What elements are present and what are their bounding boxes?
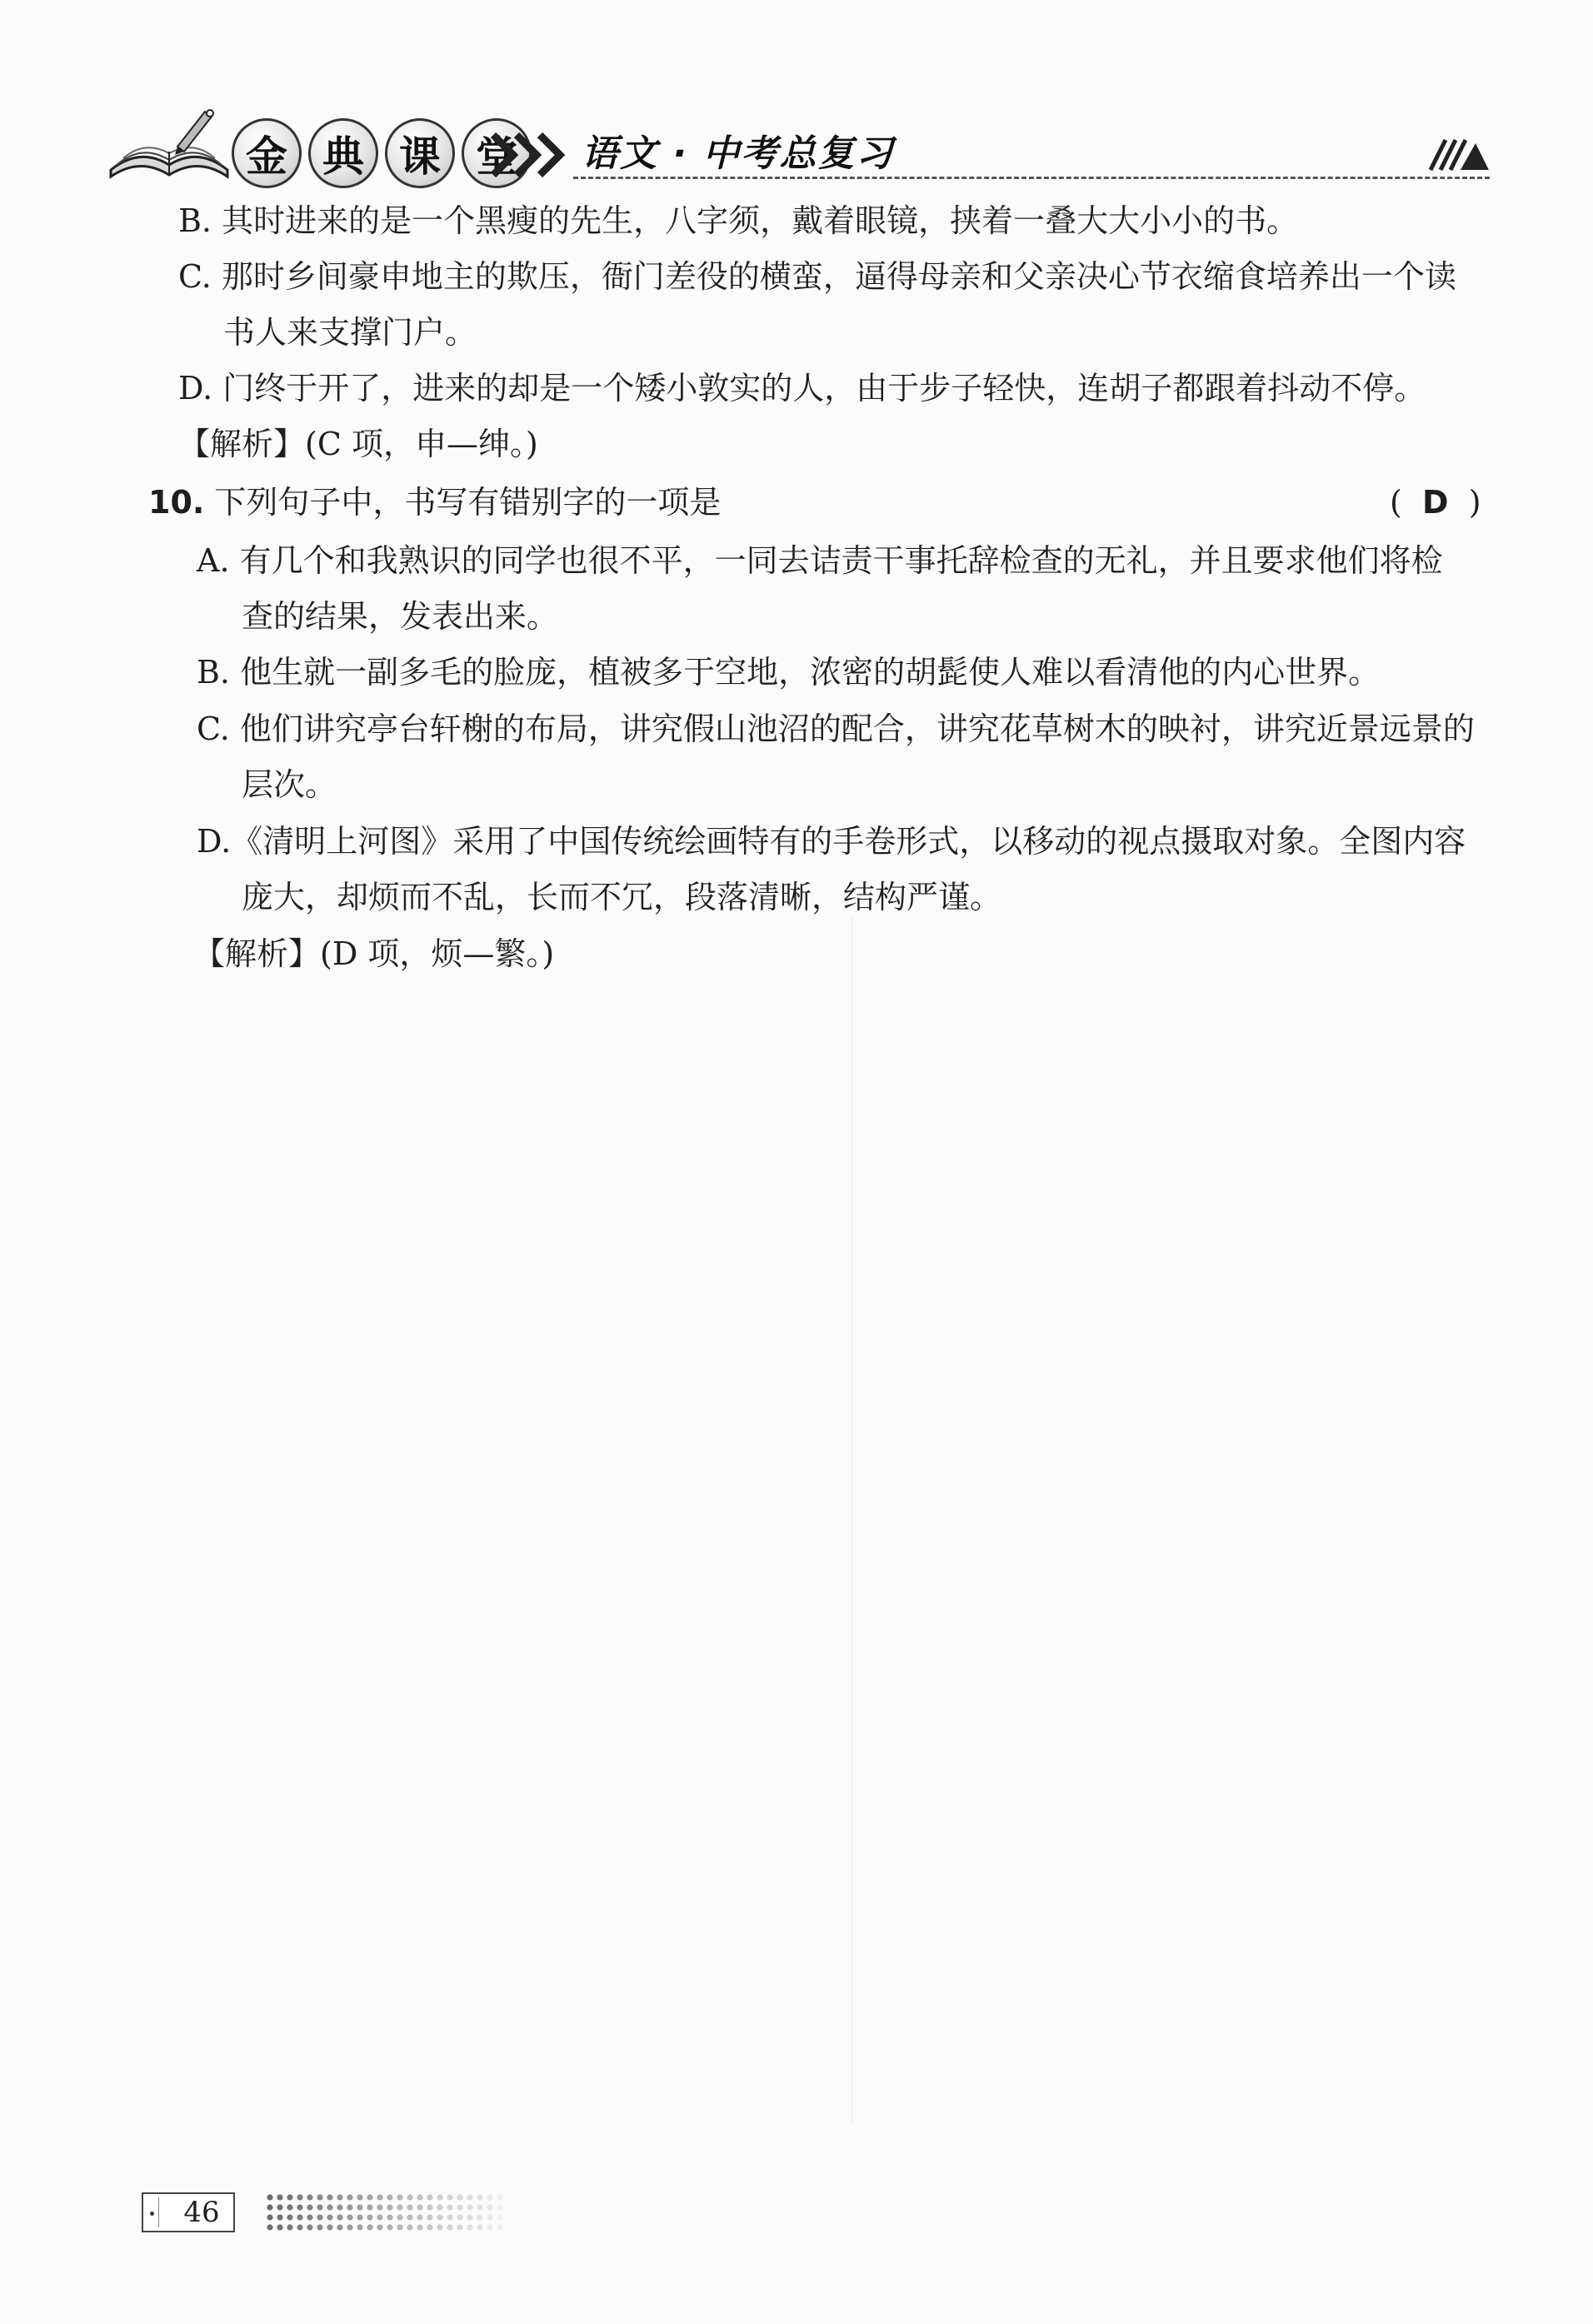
decorative-dot bbox=[327, 2224, 332, 2230]
decorative-dot bbox=[287, 2204, 292, 2210]
subject-title: 语文 · 中考总复习 bbox=[582, 132, 895, 175]
decorative-dot bbox=[337, 2214, 342, 2220]
decorative-dot bbox=[377, 2224, 382, 2230]
decorative-dot bbox=[337, 2194, 342, 2200]
decorative-dot bbox=[317, 2204, 322, 2210]
q10-stem bbox=[148, 481, 721, 523]
q10-option-d-cont: 庞大，却烦而不乱，长而不冗，段落清晰，结构严谨。 bbox=[242, 879, 1002, 915]
q10-option-c-cont: 层次。 bbox=[242, 766, 337, 803]
decorative-dot bbox=[307, 2194, 312, 2200]
answer-open-paren: ( bbox=[1390, 484, 1402, 521]
decorative-dot bbox=[307, 2204, 312, 2210]
series-title-char: 课 bbox=[385, 118, 455, 188]
decorative-dot bbox=[377, 2204, 382, 2210]
decorative-dot bbox=[417, 2204, 422, 2210]
decorative-dot bbox=[267, 2214, 272, 2220]
q10-analysis: 【解析】(D 项，烦—繁。) bbox=[193, 935, 555, 972]
decorative-dot bbox=[487, 2204, 492, 2210]
decorative-dot bbox=[467, 2224, 472, 2230]
decorative-dot bbox=[447, 2194, 452, 2200]
decorative-dot bbox=[277, 2204, 282, 2210]
decorative-dot bbox=[277, 2224, 282, 2230]
decorative-dot bbox=[267, 2224, 272, 2230]
decorative-dot bbox=[447, 2204, 452, 2210]
decorative-dot-grid bbox=[265, 2192, 515, 2232]
decorative-dot bbox=[397, 2214, 402, 2220]
answer-letter: D bbox=[1422, 484, 1449, 521]
page-header bbox=[107, 98, 1490, 190]
bullet-icon bbox=[147, 2197, 159, 2227]
q9-option-d: D. 门终于开了，进来的却是一个矮小敦实的人，由于步子轻快，连胡子都跟着抖动不停。 bbox=[178, 370, 1426, 406]
decorative-dot bbox=[437, 2214, 442, 2220]
decorative-dot bbox=[407, 2214, 412, 2220]
decorative-dot bbox=[437, 2204, 442, 2210]
q10-option-d: D.《清明上河图》采用了中国传统绘画特有的手卷形式，以移动的视点摄取对象。全图内容 bbox=[197, 823, 1466, 860]
decorative-dot bbox=[337, 2224, 342, 2230]
decorative-dot bbox=[267, 2194, 272, 2200]
decorative-dot bbox=[427, 2224, 432, 2230]
decorative-dot bbox=[467, 2194, 472, 2200]
decorative-dot bbox=[497, 2224, 502, 2230]
decorative-dot bbox=[457, 2194, 462, 2200]
decorative-dot bbox=[447, 2224, 452, 2230]
page-number-box bbox=[142, 2192, 235, 2232]
decorative-dot bbox=[437, 2224, 442, 2230]
decorative-dot bbox=[477, 2204, 482, 2210]
decorative-dot bbox=[367, 2224, 372, 2230]
decorative-dot bbox=[287, 2214, 292, 2220]
decorative-dot bbox=[387, 2204, 392, 2210]
header-divider bbox=[573, 177, 1490, 179]
open-book-pen-icon bbox=[107, 105, 232, 180]
decorative-dot bbox=[407, 2224, 412, 2230]
q9-option-c-cont: 书人来支撑门户。 bbox=[223, 314, 477, 351]
decorative-dot bbox=[397, 2194, 402, 2200]
decorative-dot bbox=[367, 2204, 372, 2210]
scan-fold-line bbox=[851, 916, 852, 2124]
decorative-dot bbox=[327, 2194, 332, 2200]
decorative-dot bbox=[307, 2214, 312, 2220]
answer-close-paren: ) bbox=[1468, 484, 1481, 521]
decorative-dot bbox=[367, 2214, 372, 2220]
decorative-dot bbox=[287, 2194, 292, 2200]
series-title-char: 堂 bbox=[462, 118, 532, 188]
q10-option-a-cont: 查的结果，发表出来。 bbox=[242, 598, 559, 635]
question-number: 10. bbox=[148, 484, 205, 521]
decorative-dot bbox=[367, 2194, 372, 2200]
decorative-dot bbox=[477, 2194, 482, 2200]
decorative-dot bbox=[487, 2194, 492, 2200]
q10-option-a: A. 有几个和我熟识的同学也很不平，一同去诘责干事托辞检查的无礼，并且要求他们将检 bbox=[197, 542, 1443, 579]
decorative-dot bbox=[427, 2194, 432, 2200]
q9-option-c: C. 那时乡间豪申地主的欺压，衙门差役的横蛮，逼得母亲和父亲决心节衣缩食培养出一个读 bbox=[178, 258, 1456, 295]
double-chevron-icon bbox=[490, 130, 582, 180]
decorative-dot bbox=[497, 2194, 502, 2200]
decorative-dot bbox=[387, 2194, 392, 2200]
decorative-dot bbox=[407, 2194, 412, 2200]
decorative-dot bbox=[477, 2214, 482, 2220]
decorative-dot bbox=[417, 2214, 422, 2220]
mountain-stripes-icon bbox=[1427, 132, 1490, 173]
decorative-dot bbox=[357, 2224, 362, 2230]
decorative-dot bbox=[427, 2214, 432, 2220]
decorative-dot bbox=[347, 2214, 352, 2220]
decorative-dot bbox=[347, 2204, 352, 2210]
decorative-dot bbox=[277, 2194, 282, 2200]
decorative-dot bbox=[297, 2214, 302, 2220]
decorative-dot bbox=[347, 2224, 352, 2230]
decorative-dot bbox=[297, 2204, 302, 2210]
decorative-dot bbox=[417, 2194, 422, 2200]
decorative-dot bbox=[467, 2204, 472, 2210]
decorative-dot bbox=[387, 2214, 392, 2220]
decorative-dot bbox=[307, 2224, 312, 2230]
decorative-dot bbox=[297, 2224, 302, 2230]
q10-option-b: B. 他生就一副多毛的脸庞，植被多于空地，浓密的胡髭使人难以看清他的内心世界。 bbox=[197, 654, 1381, 691]
decorative-dot bbox=[317, 2224, 322, 2230]
decorative-dot bbox=[327, 2214, 332, 2220]
decorative-dot bbox=[467, 2214, 472, 2220]
decorative-dot bbox=[267, 2204, 272, 2210]
decorative-dot bbox=[397, 2204, 402, 2210]
decorative-dot bbox=[377, 2194, 382, 2200]
series-title bbox=[232, 118, 532, 188]
decorative-dot bbox=[497, 2214, 502, 2220]
decorative-dot bbox=[357, 2214, 362, 2220]
decorative-dot bbox=[347, 2194, 352, 2200]
decorative-dot bbox=[497, 2204, 502, 2210]
decorative-dot bbox=[477, 2224, 482, 2230]
q9-option-b: B. 其时进来的是一个黑瘦的先生，八字须，戴着眼镜，挟着一叠大大小小的书。 bbox=[178, 202, 1299, 239]
decorative-dot bbox=[437, 2194, 442, 2200]
decorative-dot bbox=[487, 2214, 492, 2220]
decorative-dot bbox=[317, 2194, 322, 2200]
question-stem: 下列句子中，书写有错别字的一项是 bbox=[214, 484, 722, 521]
q9-analysis: 【解析】(C 项，申—绅。) bbox=[178, 426, 538, 462]
decorative-dot bbox=[377, 2214, 382, 2220]
q10-option-c: C. 他们讲究亭台轩榭的布局，讲究假山池沼的配合，讲究花草树木的映衬，讲究近景远景的 bbox=[197, 711, 1475, 747]
decorative-dot bbox=[297, 2194, 302, 2200]
decorative-dot bbox=[287, 2224, 292, 2230]
decorative-dot bbox=[487, 2224, 492, 2230]
page-number: 46 bbox=[183, 2196, 220, 2229]
decorative-dot bbox=[457, 2224, 462, 2230]
decorative-dot bbox=[277, 2214, 282, 2220]
decorative-dot bbox=[317, 2214, 322, 2220]
decorative-dot bbox=[387, 2224, 392, 2230]
decorative-dot bbox=[397, 2224, 402, 2230]
series-title-char: 典 bbox=[308, 118, 378, 188]
decorative-dot bbox=[427, 2204, 432, 2210]
decorative-dot bbox=[407, 2204, 412, 2210]
decorative-dot bbox=[327, 2204, 332, 2210]
decorative-dot bbox=[357, 2204, 362, 2210]
decorative-dot bbox=[417, 2224, 422, 2230]
decorative-dot bbox=[457, 2204, 462, 2210]
series-title-char: 金 bbox=[232, 118, 302, 188]
decorative-dot bbox=[357, 2194, 362, 2200]
decorative-dot bbox=[457, 2214, 462, 2220]
decorative-dot bbox=[447, 2214, 452, 2220]
q10-answer bbox=[1390, 481, 1481, 523]
decorative-dot bbox=[337, 2204, 342, 2210]
